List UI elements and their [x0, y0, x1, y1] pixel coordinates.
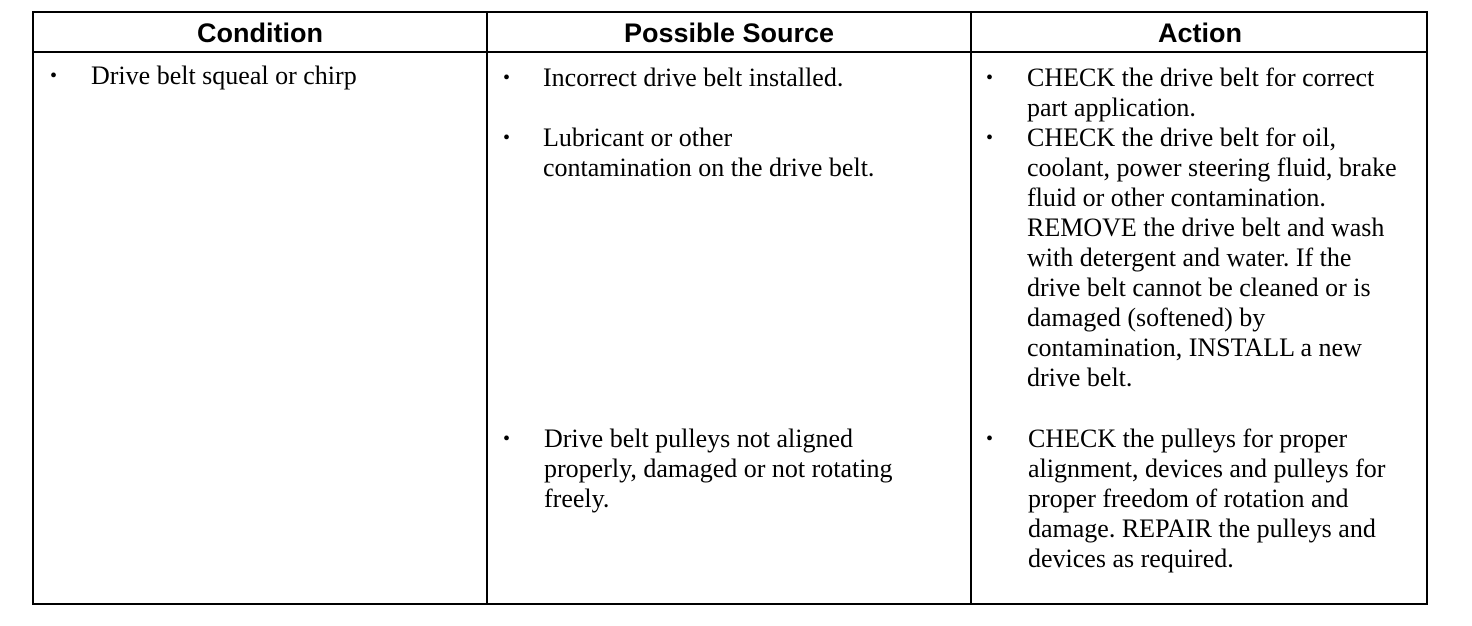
action-item-3: CHECK the pulleys for proper alignment, devices and pulleys for proper freedom of rotation and damage. REPAIR the pulleys and devices as required. — [1028, 424, 1386, 573]
action-item-2: CHECK the drive belt for oil, coolant, power steering fluid, brake fluid or other contamination. REMOVE the drive belt and wash with detergent and water. If the drive belt cannot be cleaned or is damaged (softened) by contamination, INSTALL a new drive belt. — [1027, 123, 1397, 392]
source-item-3: Drive belt pulleys not aligned properly, damaged or not rotating freely. — [544, 424, 893, 513]
action-item-1: CHECK the drive belt for correct part application. — [1027, 63, 1375, 122]
bullet-icon: • — [503, 67, 511, 89]
bullet-icon: • — [503, 127, 511, 149]
bullet-icon: • — [50, 65, 58, 87]
source-item-2: Lubricant or other contamination on the drive belt. — [543, 123, 875, 182]
column-divider-2 — [970, 13, 972, 603]
bullet-icon: • — [503, 428, 511, 450]
diagnosis-table — [32, 11, 1428, 605]
header-condition: Condition — [197, 18, 323, 48]
source-item-1: Incorrect drive belt installed. — [543, 63, 844, 92]
bullet-icon: • — [986, 127, 994, 149]
column-divider-1 — [486, 13, 488, 603]
header-divider — [34, 51, 1426, 53]
bullet-icon: • — [986, 67, 994, 89]
header-possible-source: Possible Source — [623, 18, 835, 48]
bullet-icon: • — [986, 428, 994, 450]
condition-text: Drive belt squeal or chirp — [91, 61, 357, 90]
header-action: Action — [1158, 18, 1242, 48]
